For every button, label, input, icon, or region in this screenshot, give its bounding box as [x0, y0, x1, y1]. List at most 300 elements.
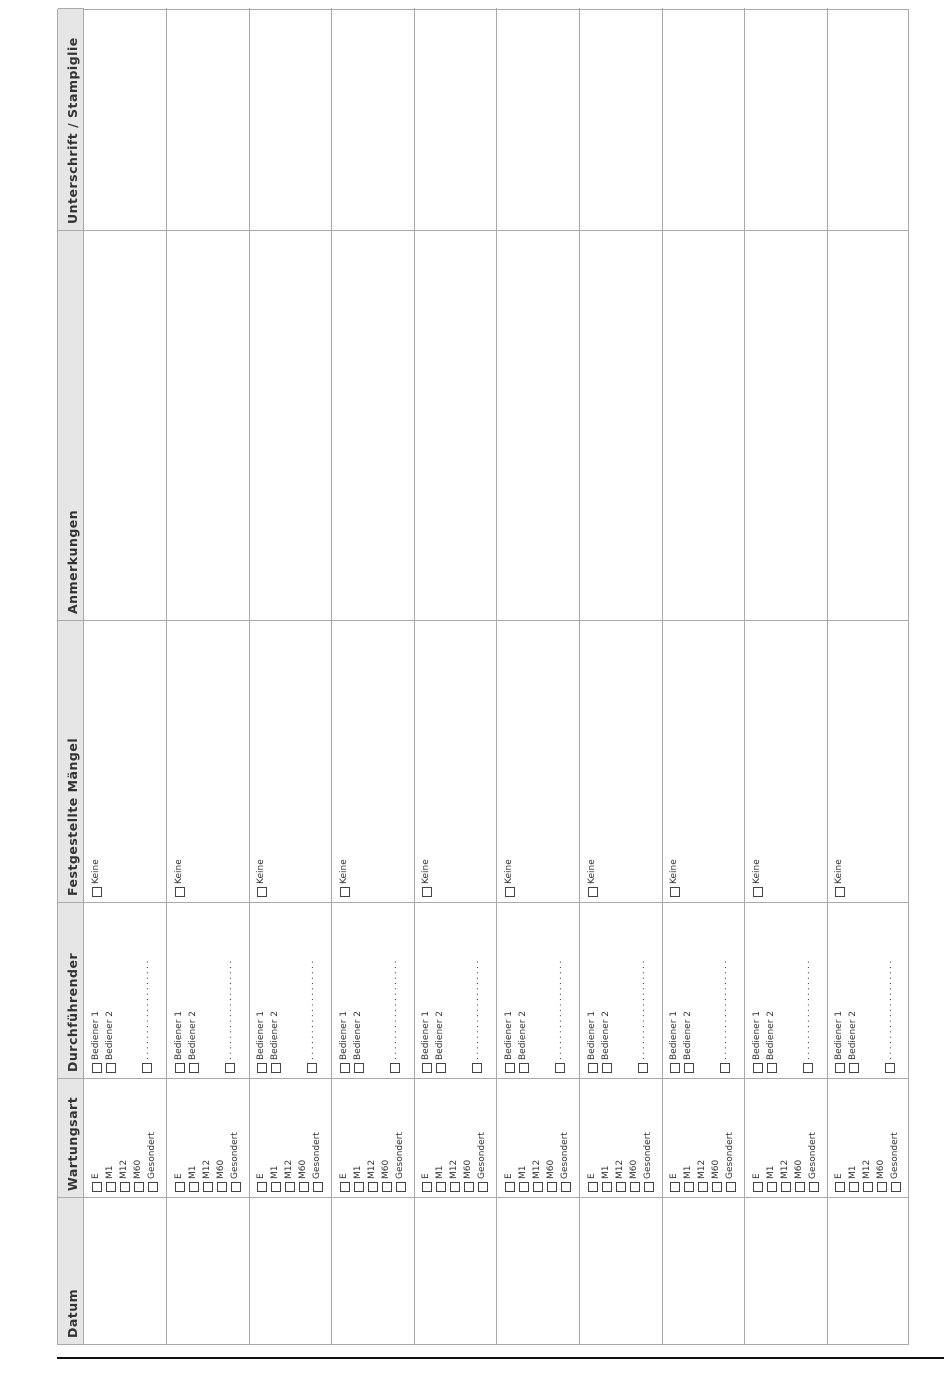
checkbox[interactable] — [340, 887, 350, 897]
keine-option[interactable] — [92, 859, 102, 897]
checkbox[interactable] — [809, 1182, 819, 1192]
bediener-2-option-label: Bediener 2 — [848, 1011, 859, 1060]
checkbox[interactable] — [505, 887, 515, 897]
bediener-other-option-label: ................... — [223, 958, 234, 1060]
wartung-option-m12[interactable] — [533, 1160, 543, 1192]
checkbox[interactable] — [767, 1063, 777, 1073]
checkbox[interactable] — [863, 1182, 873, 1192]
keine-option[interactable] — [422, 859, 432, 897]
header-anmerkungen: Anmerkungen — [58, 230, 84, 620]
wartung-option-m1-label: M1 — [518, 1165, 528, 1179]
cell-datum[interactable] — [332, 1197, 414, 1344]
wartung-option-m1-label: M1 — [600, 1165, 611, 1179]
wartung-option-m12[interactable] — [450, 1160, 460, 1192]
bediener-1-option[interactable] — [175, 1011, 185, 1073]
wartung-option-m60[interactable] — [630, 1160, 640, 1192]
cell-unterschrift[interactable] — [580, 8, 662, 230]
checkbox[interactable] — [472, 1063, 482, 1073]
wartung-option-gesondert[interactable] — [644, 1132, 654, 1192]
bediener-1-option[interactable] — [257, 1011, 267, 1073]
wartung-option-e-label: E — [669, 1173, 680, 1179]
cell-maengel — [332, 620, 414, 902]
bediener-other-option-label: ................... — [141, 958, 151, 1060]
checkbox[interactable] — [396, 1182, 406, 1192]
wartung-option-m1[interactable] — [684, 1166, 694, 1193]
checkbox[interactable] — [588, 887, 598, 897]
checkbox[interactable] — [422, 1063, 432, 1073]
bediener-2-option[interactable] — [684, 1011, 694, 1073]
bediener-1-option-label: Bediener 1 — [173, 1011, 184, 1060]
checkbox[interactable] — [781, 1182, 791, 1192]
checkbox[interactable] — [271, 1182, 281, 1192]
bediener-other-option[interactable] — [225, 958, 235, 1073]
bediener-other-option-label: ................... — [636, 958, 647, 1060]
checkbox[interactable] — [175, 1063, 185, 1073]
wartung-option-m1[interactable] — [849, 1166, 859, 1193]
checkbox[interactable] — [670, 1063, 680, 1073]
checkbox[interactable] — [684, 1182, 694, 1192]
keine-option[interactable] — [257, 859, 267, 897]
keine-option[interactable] — [340, 859, 350, 897]
wartung-option-e[interactable] — [588, 1173, 598, 1192]
wartung-option-e-label: E — [421, 1173, 432, 1179]
cell-anmerkungen[interactable] — [84, 230, 166, 620]
wartung-option-m12[interactable] — [285, 1160, 295, 1192]
keine-option-label: Keine — [586, 859, 597, 884]
wartung-option-m1[interactable] — [189, 1166, 199, 1193]
wartung-option-gesondert[interactable] — [891, 1132, 901, 1192]
wartung-option-e-label: E — [256, 1173, 267, 1179]
bediener-1-option-label: Bediener 1 — [91, 1011, 101, 1060]
bediener-1-option[interactable] — [340, 1011, 350, 1073]
wartung-option-gesondert-label: Gesondert — [477, 1132, 488, 1179]
checkbox[interactable] — [271, 1063, 281, 1073]
cell-durchfuehrender — [662, 902, 744, 1078]
checkbox[interactable] — [134, 1182, 144, 1192]
header-datum: Datum — [58, 1197, 84, 1344]
checkbox[interactable] — [835, 887, 845, 897]
checkbox[interactable] — [478, 1182, 488, 1192]
keine-option[interactable] — [835, 859, 845, 897]
wartung-option-gesondert-label: Gesondert — [229, 1132, 240, 1179]
checkbox[interactable] — [422, 887, 432, 897]
keine-option[interactable] — [753, 859, 763, 897]
cell-datum[interactable] — [84, 1197, 166, 1344]
wartung-option-m60[interactable] — [464, 1160, 474, 1192]
bediener-other-option-label: ................... — [719, 958, 730, 1060]
cell-datum[interactable] — [249, 1197, 331, 1344]
bediener-2-option-label: Bediener 2 — [352, 1011, 363, 1060]
cell-unterschrift[interactable] — [167, 8, 249, 230]
checkbox[interactable] — [670, 887, 680, 897]
cell-maengel — [167, 620, 249, 902]
keine-option-label: Keine — [338, 859, 349, 884]
keine-option-label: Keine — [751, 859, 762, 884]
bediener-2-option-label: Bediener 2 — [683, 1011, 694, 1060]
wartung-option-m60[interactable] — [547, 1160, 557, 1192]
bediener-1-option[interactable] — [835, 1011, 845, 1073]
wartung-option-e[interactable] — [422, 1173, 432, 1192]
wartung-option-e[interactable] — [340, 1173, 350, 1192]
checkbox[interactable] — [436, 1182, 446, 1192]
wartung-option-m1-label: M1 — [765, 1165, 776, 1179]
bediener-1-option-label: Bediener 1 — [338, 1011, 349, 1060]
table-row — [827, 8, 910, 1344]
wartung-option-gesondert[interactable] — [396, 1132, 406, 1192]
wartung-option-m60-label: M60 — [380, 1159, 391, 1179]
checkbox[interactable] — [257, 1063, 267, 1073]
checkbox[interactable] — [630, 1182, 640, 1192]
bediener-1-option[interactable] — [505, 1011, 515, 1073]
wartung-option-gesondert[interactable] — [478, 1132, 488, 1192]
wartung-option-m12[interactable] — [120, 1160, 130, 1192]
wartung-option-m1[interactable] — [436, 1166, 446, 1193]
wartung-option-m1[interactable] — [767, 1166, 777, 1193]
checkbox[interactable] — [450, 1182, 460, 1192]
keine-option-label: Keine — [173, 859, 184, 884]
checkbox[interactable] — [148, 1182, 158, 1192]
checkbox[interactable] — [638, 1063, 648, 1073]
checkbox[interactable] — [885, 1063, 895, 1073]
wartung-option-e[interactable] — [753, 1173, 763, 1192]
wartung-option-m12[interactable] — [781, 1160, 791, 1192]
cell-datum[interactable] — [497, 1197, 579, 1344]
bediener-2-option-label: Bediener 2 — [765, 1011, 776, 1060]
wartung-option-e[interactable] — [670, 1173, 680, 1192]
cell-wartungsart — [167, 1078, 249, 1197]
keine-option[interactable] — [588, 859, 598, 897]
bediener-other-option-label: ................... — [884, 958, 895, 1060]
cell-unterschrift[interactable] — [497, 8, 579, 230]
checkbox[interactable] — [299, 1182, 309, 1192]
checkbox[interactable] — [92, 1063, 102, 1073]
checkbox[interactable] — [422, 1182, 432, 1192]
cell-unterschrift[interactable] — [827, 8, 909, 230]
cell-anmerkungen[interactable] — [662, 230, 744, 620]
wartung-option-m1[interactable] — [519, 1166, 529, 1193]
wartung-option-m12[interactable] — [863, 1160, 873, 1192]
bediener-other-option[interactable] — [390, 958, 400, 1073]
checkbox[interactable] — [753, 1063, 763, 1073]
bediener-other-option-label: ................... — [471, 958, 482, 1060]
cell-unterschrift[interactable] — [414, 8, 496, 230]
table-row — [414, 8, 497, 1344]
checkbox[interactable] — [231, 1182, 241, 1192]
checkbox[interactable] — [217, 1182, 227, 1192]
cell-unterschrift[interactable] — [745, 8, 827, 230]
wartung-option-m12[interactable] — [698, 1160, 708, 1192]
cell-anmerkungen[interactable] — [745, 230, 827, 620]
checkbox[interactable] — [602, 1182, 612, 1192]
wartung-option-m12-label: M12 — [697, 1159, 708, 1179]
checkbox[interactable] — [142, 1063, 152, 1073]
checkbox[interactable] — [835, 1063, 845, 1073]
checkbox[interactable] — [436, 1063, 446, 1073]
checkbox[interactable] — [767, 1182, 777, 1192]
checkbox[interactable] — [390, 1063, 400, 1073]
checkbox[interactable] — [464, 1182, 474, 1192]
bediener-other-option[interactable] — [472, 958, 482, 1073]
wartung-option-m12-label: M12 — [201, 1159, 212, 1179]
cell-datum[interactable] — [662, 1197, 744, 1344]
bediener-2-option[interactable] — [602, 1011, 612, 1073]
bediener-other-option-label: ................... — [801, 958, 812, 1060]
checkbox[interactable] — [519, 1063, 529, 1073]
bediener-2-option[interactable] — [767, 1011, 777, 1073]
wartung-option-gesondert[interactable] — [231, 1132, 241, 1192]
wartung-option-gesondert[interactable] — [726, 1132, 736, 1192]
checkbox[interactable] — [505, 1182, 515, 1192]
wartung-option-e[interactable] — [835, 1173, 845, 1192]
wartung-option-gesondert-label: Gesondert — [147, 1132, 157, 1179]
wartung-option-m1-label: M1 — [270, 1165, 281, 1179]
wartung-option-gesondert-label: Gesondert — [725, 1132, 736, 1179]
checkbox[interactable] — [726, 1182, 736, 1192]
bediener-1-option[interactable] — [670, 1011, 680, 1073]
wartung-option-e-label: E — [751, 1173, 762, 1179]
bediener-2-option-label: Bediener 2 — [435, 1011, 446, 1060]
checkbox[interactable] — [891, 1182, 901, 1192]
bediener-1-option[interactable] — [753, 1011, 763, 1073]
checkbox[interactable] — [712, 1182, 722, 1192]
checkbox[interactable] — [588, 1063, 598, 1073]
cell-wartungsart — [662, 1078, 744, 1197]
wartung-option-gesondert[interactable] — [561, 1132, 571, 1192]
wartung-option-e[interactable] — [92, 1173, 102, 1192]
checkbox[interactable] — [120, 1182, 130, 1192]
cell-durchfuehrender — [167, 902, 249, 1078]
bediener-other-option-label: ................... — [388, 958, 399, 1060]
cell-datum[interactable] — [167, 1197, 249, 1344]
wartung-option-e-label: E — [834, 1173, 845, 1179]
wartung-option-e-label: E — [173, 1173, 184, 1179]
wartung-option-m60[interactable] — [795, 1160, 805, 1192]
cell-unterschrift[interactable] — [249, 8, 331, 230]
bediener-2-option[interactable] — [849, 1011, 859, 1073]
checkbox[interactable] — [313, 1182, 323, 1192]
cell-datum[interactable] — [745, 1197, 827, 1344]
checkbox[interactable] — [533, 1182, 543, 1192]
bediener-1-option-label: Bediener 1 — [256, 1011, 267, 1060]
wartung-option-m12-label: M12 — [449, 1159, 460, 1179]
wartung-option-m1[interactable] — [602, 1166, 612, 1193]
wartung-option-gesondert[interactable] — [313, 1132, 323, 1192]
wartung-option-m60[interactable] — [712, 1160, 722, 1192]
checkbox[interactable] — [795, 1182, 805, 1192]
wartung-option-m12-label: M12 — [614, 1159, 625, 1179]
checkbox[interactable] — [106, 1182, 116, 1192]
bediener-other-option[interactable] — [638, 958, 648, 1073]
checkbox[interactable] — [175, 887, 185, 897]
wartung-option-m60[interactable] — [299, 1160, 309, 1192]
bediener-1-option-label: Bediener 1 — [834, 1011, 845, 1060]
wartung-option-m60[interactable] — [382, 1160, 392, 1192]
wartung-option-m12-label: M12 — [284, 1159, 295, 1179]
bediener-1-option[interactable] — [422, 1011, 432, 1073]
cell-maengel — [497, 620, 579, 902]
wartung-option-m12[interactable] — [203, 1160, 213, 1192]
bediener-2-option-label: Bediener 2 — [105, 1011, 115, 1060]
checkbox[interactable] — [225, 1063, 235, 1073]
cell-anmerkungen[interactable] — [827, 230, 909, 620]
header-wartungsart: Wartungsart — [58, 1078, 84, 1197]
bediener-1-option-label: Bediener 1 — [669, 1011, 680, 1060]
wartung-option-e[interactable] — [505, 1173, 515, 1192]
cell-datum[interactable] — [827, 1197, 909, 1344]
keine-option-label: Keine — [834, 859, 845, 884]
wartung-option-m60[interactable] — [877, 1160, 887, 1192]
checkbox[interactable] — [644, 1182, 654, 1192]
bediener-2-option[interactable] — [189, 1011, 199, 1073]
keine-option-label: Keine — [256, 859, 267, 884]
cell-anmerkungen[interactable] — [167, 230, 249, 620]
checkbox[interactable] — [189, 1063, 199, 1073]
cell-maengel — [827, 620, 909, 902]
cell-durchfuehrender — [497, 902, 579, 1078]
checkbox[interactable] — [555, 1063, 565, 1073]
checkbox[interactable] — [803, 1063, 813, 1073]
checkbox[interactable] — [340, 1182, 350, 1192]
checkbox[interactable] — [616, 1182, 626, 1192]
checkbox[interactable] — [588, 1182, 598, 1192]
checkbox[interactable] — [382, 1182, 392, 1192]
cell-anmerkungen[interactable] — [332, 230, 414, 620]
bediener-other-option[interactable] — [555, 958, 565, 1073]
wartung-option-e-label: E — [504, 1173, 514, 1179]
keine-option[interactable] — [505, 859, 515, 897]
wartung-option-gesondert[interactable] — [809, 1132, 819, 1192]
cell-wartungsart — [414, 1078, 496, 1197]
table-row — [662, 8, 745, 1344]
checkbox[interactable] — [602, 1063, 612, 1073]
bediener-1-option-label: Bediener 1 — [421, 1011, 432, 1060]
checkbox[interactable] — [753, 1182, 763, 1192]
bediener-other-option[interactable] — [307, 958, 317, 1073]
checkbox[interactable] — [340, 1063, 350, 1073]
wartung-option-m12[interactable] — [368, 1160, 378, 1192]
wartung-option-m1-label: M1 — [105, 1165, 115, 1179]
wartung-option-m1-label: M1 — [187, 1165, 198, 1179]
footer-rule — [57, 1357, 944, 1359]
cell-datum[interactable] — [580, 1197, 662, 1344]
bediener-1-option[interactable] — [92, 1011, 102, 1073]
checkbox[interactable] — [519, 1182, 529, 1192]
cell-unterschrift[interactable] — [662, 8, 744, 230]
cell-anmerkungen[interactable] — [497, 230, 579, 620]
table-grid — [57, 9, 909, 1345]
keine-option[interactable] — [175, 859, 185, 897]
cell-durchfuehrender — [745, 902, 827, 1078]
checkbox[interactable] — [547, 1182, 557, 1192]
cell-anmerkungen[interactable] — [249, 230, 331, 620]
bediener-2-option[interactable] — [106, 1011, 116, 1073]
checkbox[interactable] — [720, 1063, 730, 1073]
wartung-option-m60-label: M60 — [298, 1159, 309, 1179]
wartung-option-m60-label: M60 — [711, 1159, 722, 1179]
bediener-other-option-label: ................... — [554, 958, 564, 1060]
checkbox[interactable] — [92, 1182, 102, 1192]
checkbox[interactable] — [92, 887, 102, 897]
bediener-2-option-label: Bediener 2 — [270, 1011, 281, 1060]
checkbox[interactable] — [354, 1182, 364, 1192]
checkbox[interactable] — [257, 1182, 267, 1192]
wartung-option-m12-label: M12 — [862, 1159, 873, 1179]
bediener-other-option[interactable] — [142, 958, 152, 1073]
cell-unterschrift[interactable] — [84, 8, 166, 230]
bediener-2-option[interactable] — [519, 1011, 529, 1073]
checkbox[interactable] — [285, 1182, 295, 1192]
cell-anmerkungen[interactable] — [414, 230, 496, 620]
checkbox[interactable] — [684, 1063, 694, 1073]
table-row — [84, 8, 167, 1344]
cell-anmerkungen[interactable] — [580, 230, 662, 620]
cell-unterschrift[interactable] — [332, 8, 414, 230]
bediener-2-option[interactable] — [436, 1011, 446, 1073]
cell-wartungsart — [827, 1078, 909, 1197]
wartung-option-gesondert[interactable] — [148, 1132, 158, 1192]
wartung-option-m60-label: M60 — [546, 1159, 556, 1179]
wartung-option-e[interactable] — [257, 1173, 267, 1192]
bediener-2-option[interactable] — [271, 1011, 281, 1073]
cell-datum[interactable] — [414, 1197, 496, 1344]
keine-option[interactable] — [670, 859, 680, 897]
checkbox[interactable] — [189, 1182, 199, 1192]
keine-option-label: Keine — [91, 859, 101, 884]
cell-wartungsart — [84, 1078, 166, 1197]
checkbox[interactable] — [835, 1182, 845, 1192]
checkbox[interactable] — [307, 1063, 317, 1073]
bediener-other-option[interactable] — [803, 958, 813, 1073]
cell-durchfuehrender — [827, 902, 909, 1078]
checkbox[interactable] — [849, 1063, 859, 1073]
checkbox[interactable] — [849, 1182, 859, 1192]
cell-maengel — [249, 620, 331, 902]
wartung-option-m60[interactable] — [217, 1160, 227, 1192]
bediener-2-option-label: Bediener 2 — [187, 1011, 198, 1060]
checkbox[interactable] — [354, 1063, 364, 1073]
wartung-option-m60[interactable] — [134, 1160, 144, 1192]
wartung-option-m1[interactable] — [271, 1166, 281, 1193]
checkbox[interactable] — [670, 1182, 680, 1192]
table-row — [497, 8, 580, 1344]
checkbox[interactable] — [203, 1182, 213, 1192]
wartung-option-e[interactable] — [175, 1173, 185, 1192]
wartung-option-m12[interactable] — [616, 1160, 626, 1192]
wartung-option-m1[interactable] — [354, 1166, 364, 1193]
maintenance-log-table — [57, 9, 909, 1345]
bediener-other-option[interactable] — [885, 958, 895, 1073]
bediener-1-option[interactable] — [588, 1011, 598, 1073]
checkbox[interactable] — [175, 1182, 185, 1192]
wartung-option-m1[interactable] — [106, 1166, 116, 1193]
cell-maengel — [580, 620, 662, 902]
cell-wartungsart — [249, 1078, 331, 1197]
checkbox[interactable] — [877, 1182, 887, 1192]
bediener-2-option[interactable] — [354, 1011, 364, 1073]
checkbox[interactable] — [505, 1063, 515, 1073]
checkbox[interactable] — [106, 1063, 116, 1073]
checkbox[interactable] — [257, 887, 267, 897]
wartung-option-m60-label: M60 — [215, 1159, 226, 1179]
bediener-other-option[interactable] — [720, 958, 730, 1073]
bediener-1-option-label: Bediener 1 — [504, 1011, 514, 1060]
checkbox[interactable] — [368, 1182, 378, 1192]
checkbox[interactable] — [753, 887, 763, 897]
checkbox[interactable] — [698, 1182, 708, 1192]
cell-durchfuehrender — [84, 902, 166, 1078]
bediener-2-option-label: Bediener 2 — [600, 1011, 611, 1060]
checkbox[interactable] — [561, 1182, 571, 1192]
